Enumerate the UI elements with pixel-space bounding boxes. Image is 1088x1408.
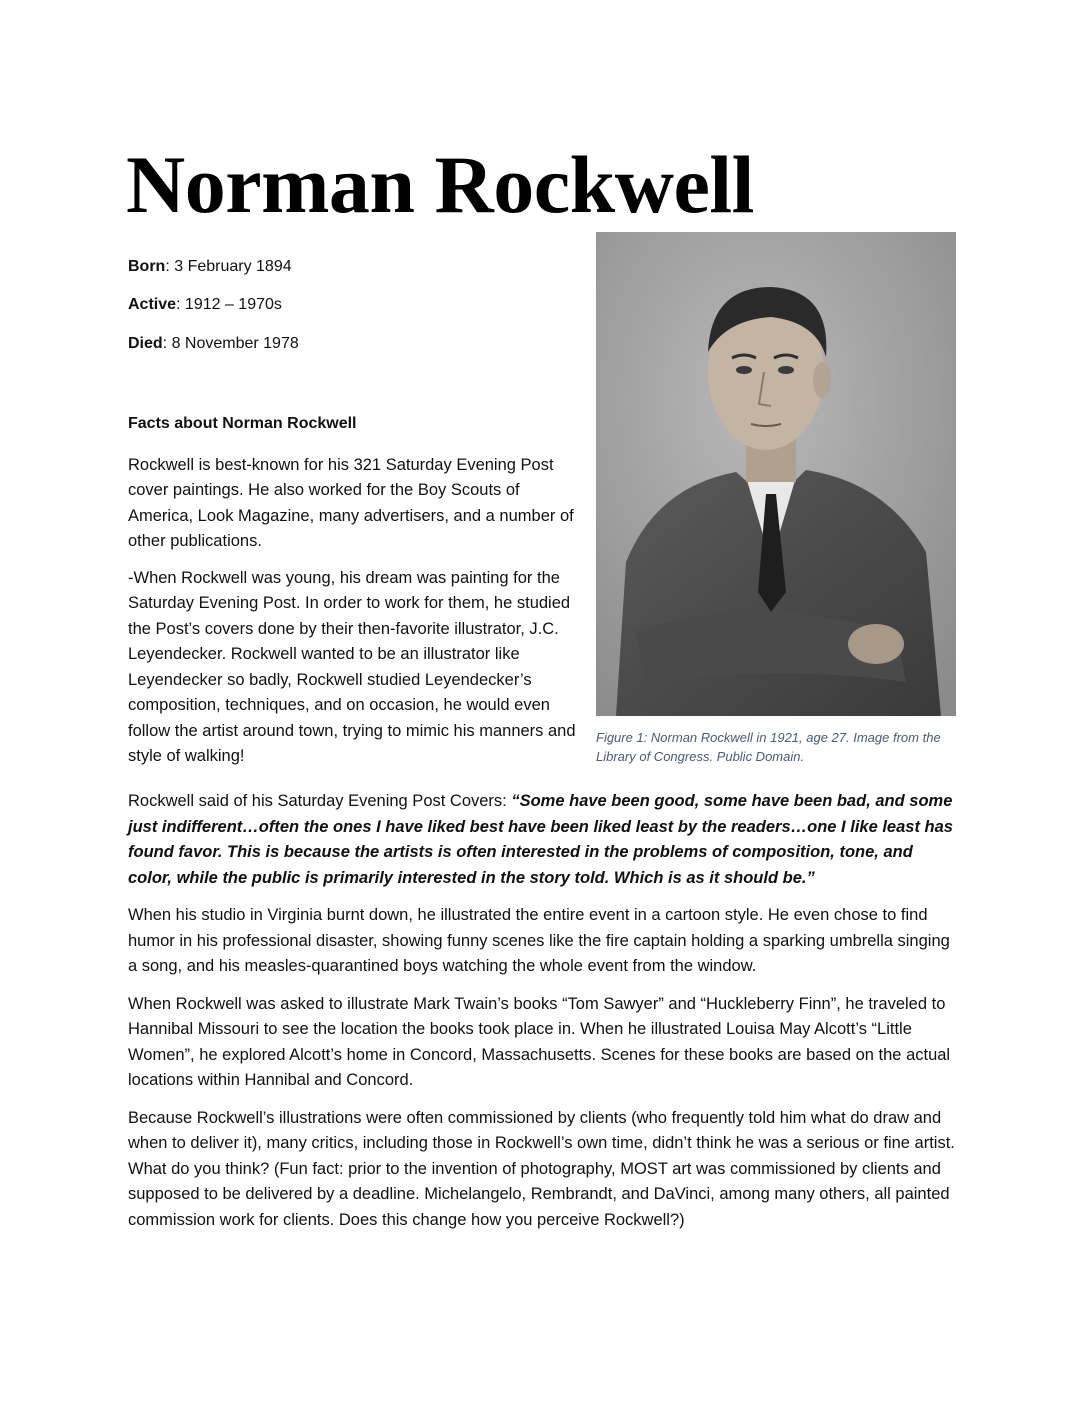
paragraph-best-known: Rockwell is best-known for his 321 Saturday Evening Post cover paintings. He also worked for the Boy Scouts of America, Look Magazine, many advertisers, and a number of other publications. bbox=[128, 455, 574, 550]
paragraph-quote bbox=[128, 789, 960, 891]
died-label: Died bbox=[128, 335, 163, 352]
born-fact bbox=[128, 257, 292, 277]
portrait-photo bbox=[596, 232, 956, 716]
figure-caption: Figure 1: Norman Rockwell in 1921, age 27. Image from the Library of Congress. Public Domain. bbox=[596, 730, 941, 764]
paragraph-studio-fire: When his studio in Virginia burnt down, he illustrated the entire event in a cartoon style. He even chose to find humor in his professional disaster, showing funny scenes like the fire captain holding a sparking umbrella singing a song, and his measles-quarantined boys watching the whole event from the window. bbox=[128, 906, 950, 975]
page-title: Norman Rockwell bbox=[126, 139, 754, 230]
paragraph-commissions: Because Rockwell’s illustrations were often commissioned by clients (who frequently told him what do draw and when to deliver it), many critics, including those in Rockwell’s own time, didn’t think he was a serious or fine artist. What do you think? (Fun fact: prior to the invention of photography, MOST art was commissioned by clients and supposed to be delivered by a deadline. Michelangelo, Rembrandt, and DaVinci, among many others, all painted commission work for clients. Does this change how you perceive Rockwell?) bbox=[128, 1108, 955, 1229]
died-value: : 8 November 1978 bbox=[162, 335, 299, 352]
active-fact bbox=[128, 295, 282, 315]
portrait-illustration bbox=[596, 232, 956, 716]
paragraph-young-dream: -When Rockwell was young, his dream was painting for the Saturday Evening Post. In order to work for them, he studied the Post’s covers done by their then-favorite illustrator, J.C. Leyendecker. Rockwell wanted to be an illustrator like Leyendecker so badly, Rockwell studied Leyendecker’s composition, techniques, and on occasion, he would even follow the artist around town, trying to mimic his manners and style of walking! bbox=[128, 568, 576, 765]
main-body bbox=[128, 789, 960, 1245]
quote-intro: Rockwell said of his Saturday Evening Post Covers: bbox=[128, 792, 512, 810]
born-value: : 3 February 1894 bbox=[165, 258, 292, 275]
paragraph-twain-alcott: When Rockwell was asked to illustrate Mark Twain’s books “Tom Sawyer” and “Huckleberry Finn”, he traveled to Hannibal Missouri to see the location the books took place in. When he illustrated Louisa May Alcott’s “Little Women”, he explored Alcott’s home in Concord, Massachusetts. Scenes for these books are based on the actual locations within Hannibal and Concord. bbox=[128, 994, 951, 1089]
rockwell-quote: “Some have been good, some have been bad, and some just indifferent…often the ones I have liked best have been liked least by the readers…one I like least has found favor. This is because the artists is often interested in the problems of composition, tone, and color, while the public is primarily interested in the story told. Which is as it should be.” bbox=[128, 792, 953, 887]
died-fact bbox=[128, 334, 299, 354]
active-value: : 1912 – 1970s bbox=[176, 296, 282, 313]
active-label: Active bbox=[128, 296, 177, 313]
born-label: Born bbox=[128, 258, 166, 275]
left-column bbox=[128, 411, 586, 781]
section-heading: Facts about Norman Rockwell bbox=[128, 415, 357, 432]
